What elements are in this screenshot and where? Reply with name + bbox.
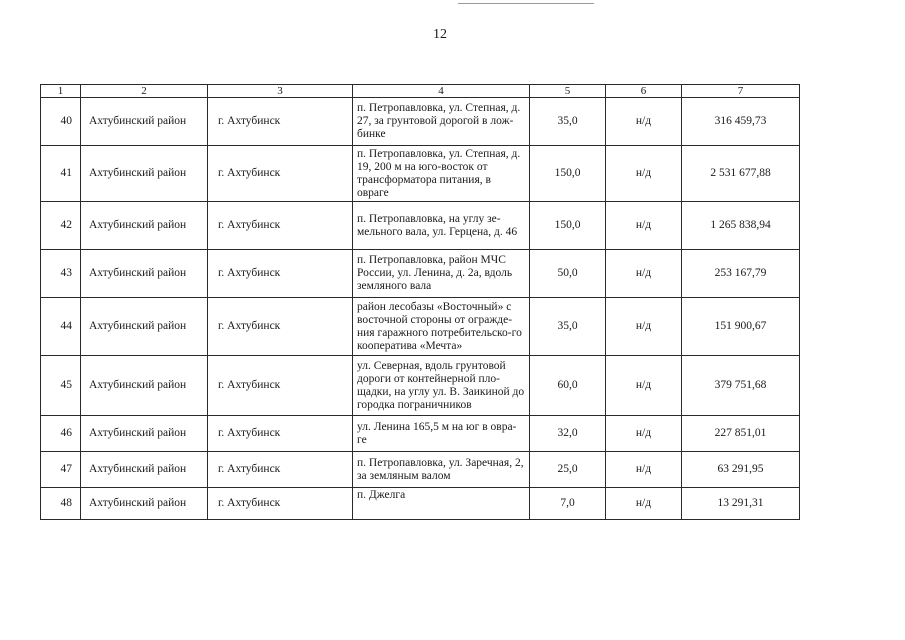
table-row xyxy=(41,356,800,416)
header-cell: 2 xyxy=(81,85,208,98)
address-cell: район лесобазы «Восточный» с восточной стороны от огражде-ния гаражного потребительско-го кооператива «Мечта» xyxy=(353,298,530,356)
address-cell: п. Петропавловка, район МЧС России, ул. Ленина, д. 2а, вдоль земляного вала xyxy=(353,250,530,298)
sum-cell: 2 531 677,88 xyxy=(682,146,800,202)
sum-cell: 227 851,01 xyxy=(682,416,800,452)
district-cell: Ахтубинский район xyxy=(81,298,208,356)
row-number: 46 xyxy=(41,416,81,452)
top-rule xyxy=(458,3,594,4)
header-cell: 3 xyxy=(208,85,353,98)
header-cell: 5 xyxy=(530,85,606,98)
table-row xyxy=(41,298,800,356)
header-cell: 1 xyxy=(41,85,81,98)
district-cell: Ахтубинский район xyxy=(81,250,208,298)
row-number: 41 xyxy=(41,146,81,202)
sum-cell: 63 291,95 xyxy=(682,452,800,488)
district-cell: Ахтубинский район xyxy=(81,416,208,452)
area-cell: 50,0 xyxy=(530,250,606,298)
table-row xyxy=(41,452,800,488)
type-cell: н/д xyxy=(606,202,682,250)
header-cell: 4 xyxy=(353,85,530,98)
address-cell: п. Петропавловка, ул. Степная, д. 19, 200 м на юго-восток от трансформатора питания, в овраге xyxy=(353,146,530,202)
city-cell: г. Ахтубинск xyxy=(208,416,353,452)
city-cell: г. Ахтубинск xyxy=(208,356,353,416)
type-cell: н/д xyxy=(606,416,682,452)
area-cell: 32,0 xyxy=(530,416,606,452)
district-cell: Ахтубинский район xyxy=(81,146,208,202)
city-cell: г. Ахтубинск xyxy=(208,146,353,202)
sum-cell: 253 167,79 xyxy=(682,250,800,298)
city-cell: г. Ахтубинск xyxy=(208,250,353,298)
sum-cell: 1 265 838,94 xyxy=(682,202,800,250)
row-number: 47 xyxy=(41,452,81,488)
area-cell: 25,0 xyxy=(530,452,606,488)
page-number: 12 xyxy=(433,27,447,42)
table-row xyxy=(41,98,800,146)
area-cell: 35,0 xyxy=(530,98,606,146)
sum-cell: 316 459,73 xyxy=(682,98,800,146)
type-cell: н/д xyxy=(606,98,682,146)
area-cell: 60,0 xyxy=(530,356,606,416)
sum-cell: 151 900,67 xyxy=(682,298,800,356)
table-row xyxy=(41,488,800,520)
row-number: 42 xyxy=(41,202,81,250)
address-cell: п. Петропавловка, ул. Степная, д. 27, за грунтовой дорогой в лож-бинке xyxy=(353,98,530,146)
address-cell: п. Петропавловка, ул. Заречная, 2, за земляным валом xyxy=(353,452,530,488)
type-cell: н/д xyxy=(606,250,682,298)
district-cell: Ахтубинский район xyxy=(81,488,208,520)
row-number: 40 xyxy=(41,98,81,146)
header-cell: 6 xyxy=(606,85,682,98)
area-cell: 7,0 xyxy=(530,488,606,520)
district-cell: Ахтубинский район xyxy=(81,98,208,146)
area-cell: 150,0 xyxy=(530,202,606,250)
type-cell: н/д xyxy=(606,146,682,202)
table-row xyxy=(41,146,800,202)
area-cell: 150,0 xyxy=(530,146,606,202)
row-number: 44 xyxy=(41,298,81,356)
sum-cell: 13 291,31 xyxy=(682,488,800,520)
type-cell: н/д xyxy=(606,488,682,520)
data-table xyxy=(40,84,800,520)
type-cell: н/д xyxy=(606,356,682,416)
district-cell: Ахтубинский район xyxy=(81,202,208,250)
row-number: 48 xyxy=(41,488,81,520)
address-cell: ул. Ленина 165,5 м на юг в овра-ге xyxy=(353,416,530,452)
district-cell: Ахтубинский район xyxy=(81,356,208,416)
table-row xyxy=(41,416,800,452)
header-cell: 7 xyxy=(682,85,800,98)
city-cell: г. Ахтубинск xyxy=(208,488,353,520)
table-header-row xyxy=(41,85,800,98)
address-cell: п. Джелга xyxy=(353,488,530,520)
row-number: 43 xyxy=(41,250,81,298)
area-cell: 35,0 xyxy=(530,298,606,356)
row-number: 45 xyxy=(41,356,81,416)
sum-cell: 379 751,68 xyxy=(682,356,800,416)
type-cell: н/д xyxy=(606,298,682,356)
table-row xyxy=(41,250,800,298)
city-cell: г. Ахтубинск xyxy=(208,298,353,356)
city-cell: г. Ахтубинск xyxy=(208,202,353,250)
table-row xyxy=(41,202,800,250)
city-cell: г. Ахтубинск xyxy=(208,98,353,146)
district-cell: Ахтубинский район xyxy=(81,452,208,488)
address-cell: ул. Северная, вдоль грунтовой дороги от контейнерной пло-щадки, на углу ул. В. Заикиной до городка пограничников xyxy=(353,356,530,416)
address-cell: п. Петропавловка, на углу зе-мельного вала, ул. Герцена, д. 46 xyxy=(353,202,530,250)
city-cell: г. Ахтубинск xyxy=(208,452,353,488)
type-cell: н/д xyxy=(606,452,682,488)
